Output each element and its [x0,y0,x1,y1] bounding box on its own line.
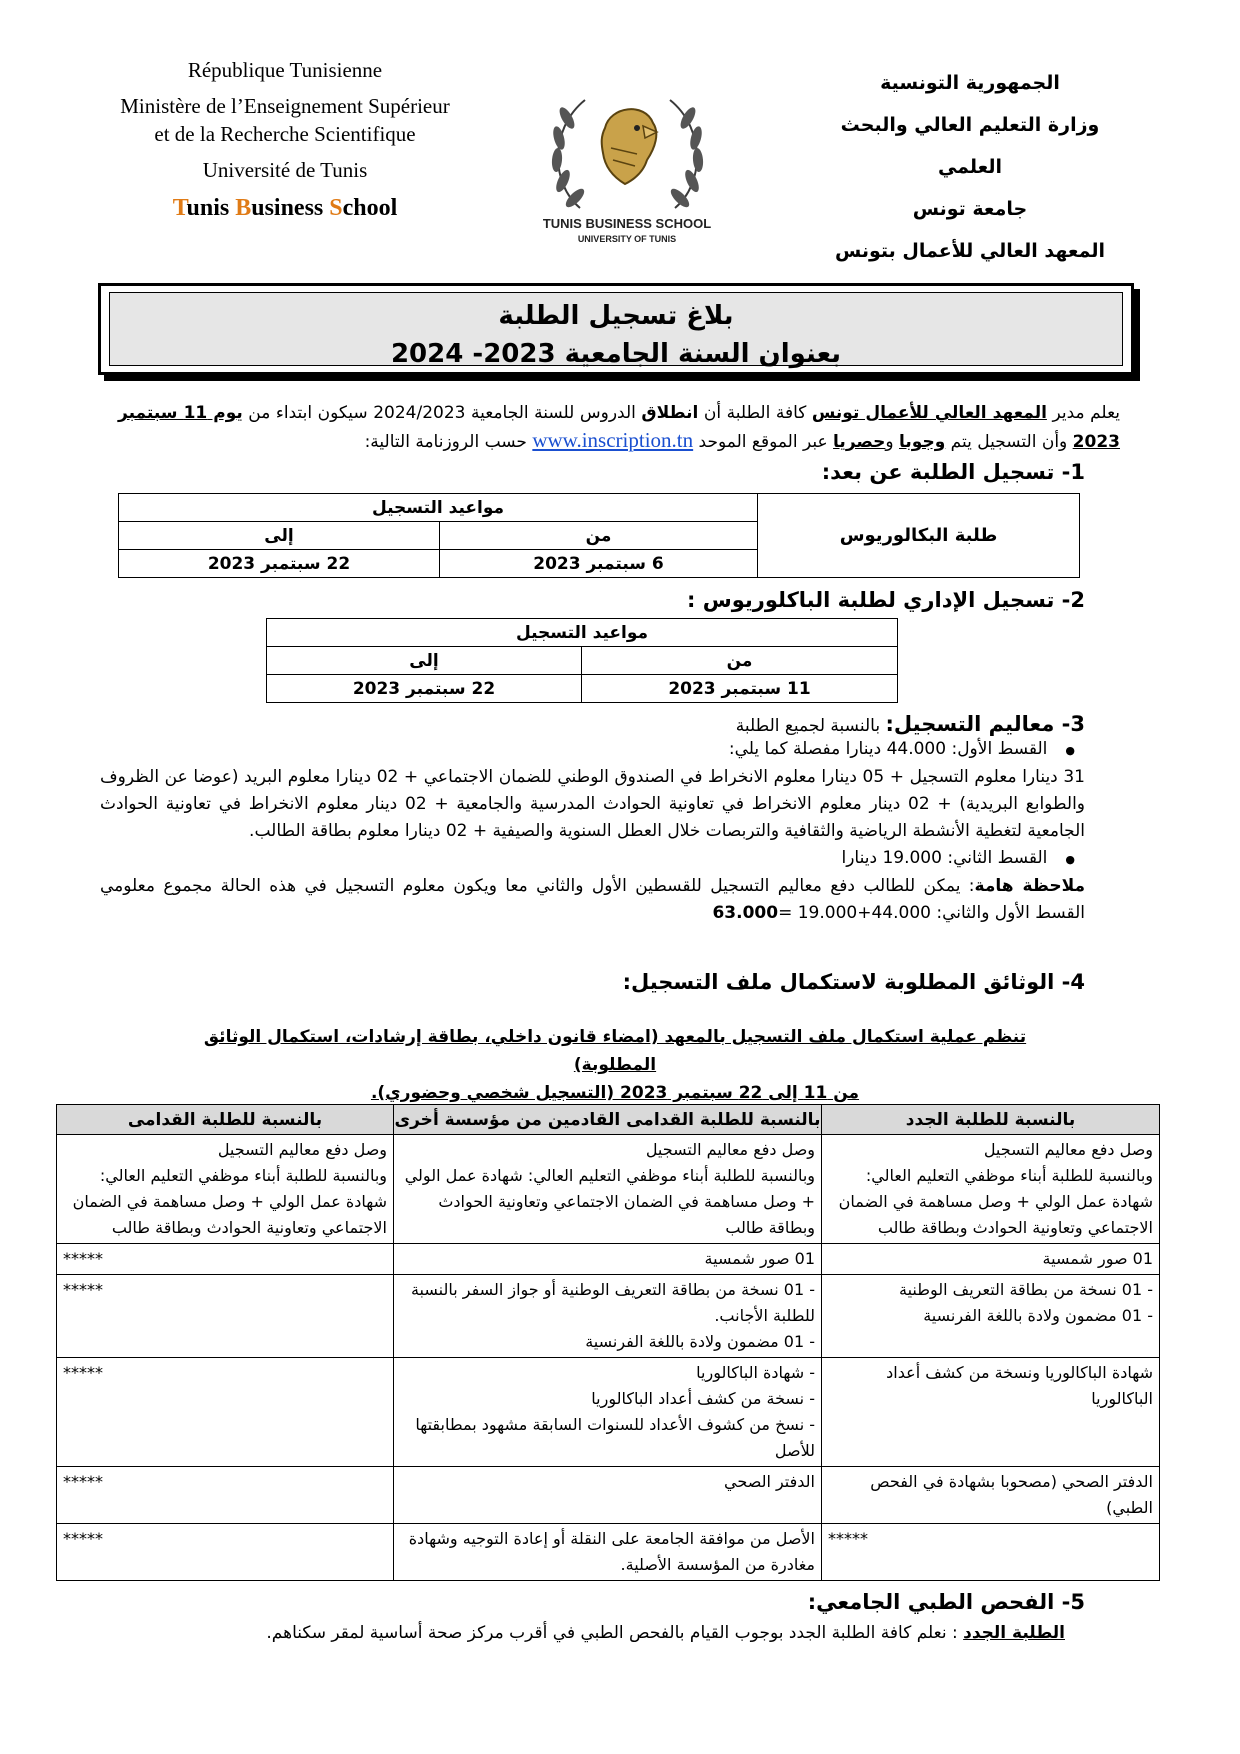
intro-exclusive: حصريا [833,432,886,452]
documents-cell-old: ***** [57,1524,394,1581]
logo-text-2: UNIVERSITY OF TUNIS [577,234,677,244]
intro-mandatory: وجوبا [899,432,946,452]
section1-title: 1- تسجيل الطلبة عن بعد: [821,460,1085,484]
header-right-ministry: وزارة التعليم العالي والبحث العلمي [840,114,1100,178]
section3-note-text: : يمكن للطالب دفع معاليم التسجيل للقسطين الأول والثاني معا ويكون معلوم التسجيل في هذه الحالة مجموع معلومي القسط الأول والثاني: 44.000+19.000 = [100,876,1085,923]
section3-note [100,873,1085,927]
school-logo [525,88,730,248]
section4-notice-line-1: تنظم عملية استكمال ملف التسجيل بالمعهد (امضاء قانون داخلي، بطاقة إرشادات، استكمال الوثائق المطلوبة) [203,1027,1027,1075]
documents-cell-transfer: وصل دفع معاليم التسجيل وبالنسبة للطلبة أبناء موظفي التعليم العالي: شهادة عمل الولي + وصل مساهمة في الضمان الاجتماعي وتعاونية الحوادث وبطاقة طالب [394,1135,822,1244]
section2-to-date: 22 سبتمبر 2023 [267,675,582,703]
documents-header-transfer: بالنسبة للطلبة القدامى القادمين من مؤسسة أخرى [394,1105,822,1135]
school-name [95,194,475,222]
school-initial-s: S [329,195,343,221]
section1-from-label: من [440,522,758,550]
documents-cell-transfer: الدفتر الصحي [394,1467,822,1524]
section4-notice [180,1023,1050,1107]
section2-table [266,618,898,703]
documents-cell-old: وصل دفع معاليم التسجيل وبالنسبة للطلبة أبناء موظفي التعليم العالي: شهادة عمل الولي + وصل مساهمة في الضمان الاجتماعي وتعاونية الحوادث وبطاقة طالب [57,1135,394,1244]
intro-paragraph [118,400,1120,456]
documents-row [57,1244,1160,1275]
header-left-ministry: Ministère de l’Enseignement Supérieur [120,94,450,118]
documents-cell-old: ***** [57,1275,394,1358]
header-right-institute: المعهد العالي للأعمال بتونس [834,240,1106,262]
section3-details: 31 دينارا معلوم التسجيل + 05 دينارا معلوم الانخراط في الصندوق الوطني للضمان الاجتماعي + 02 دينارا معلوم البريد (عوضا عن الظروف والطوابع البريدية) + 02 دينار معلوم الانخراط في تعاونية الحوادث المدرسية والجامعية + 02 دينار معلوم الانخراط في تعاونية الحوادث الجامعية لتغطية الأنشطة الرياضية والثقافية والتربصات خلال العطل السنوية والصيفية + 02 دينارا معلوم بطاقة الطالب. [100,767,1086,841]
documents-table [56,1104,1160,1581]
section2-title: 2- تسجيل الإداري لطلبة الباكلوريوس : [687,588,1085,612]
section4-title: 4- الوثائق المطلوبة لاستكمال ملف التسجيل: [622,970,1085,994]
header-left [95,56,475,222]
documents-header-new: بالنسبة للطلبة الجدد [822,1105,1160,1135]
section5-label: الطلبة الجدد [963,1623,1065,1643]
header-right-university: جامعة تونس [912,198,1028,220]
documents-row [57,1275,1160,1358]
title-line-2: بعنوان السنة الجامعية 2023- 2024 [390,339,842,369]
header-right [810,62,1130,272]
section3 [100,712,1086,927]
documents-cell-new: - 01 نسخة من بطاقة التعريف الوطنية - 01 مضمون ولادة باللغة الفرنسية [822,1275,1160,1358]
documents-header-old: بالنسبة للطلبة القدامى [57,1105,394,1135]
section2-header: مواعيد التسجيل [267,619,898,647]
documents-cell-transfer: 01 صور شمسية [394,1244,822,1275]
title-line-1: بلاغ تسجيل الطلبة [498,301,734,331]
section1-header: مواعيد التسجيل [119,494,758,522]
documents-cell-transfer: - 01 نسخة من بطاقة التعريف الوطنية أو جواز السفر بالنسبة للطلبة الأجانب. - 01 مضمون ولادة باللغة الفرنسية [394,1275,822,1358]
section2-from-label: من [582,647,898,675]
eagle-laurel-icon [525,88,730,248]
documents-cell-new: ***** [822,1524,1160,1581]
title-box [98,283,1134,375]
section3-bullet-1-text: القسط الأول: 44.000 دينارا مفصلة كما يلي: [728,739,1048,759]
header-left-university: Université de Tunis [202,158,368,182]
section4-notice-line-2: من 11 إلى 22 سبتمبر 2023 (التسجيل شخصي وحضوري). [370,1083,860,1103]
intro-text: الدروس للسنة الجامعية 2024/2023 سيكون ابتداء من [242,403,642,423]
section3-bullet-2-text: القسط الثاني: 19.000 دينارا [841,848,1048,868]
section5-title: 5- الفحص الطبي الجامعي: [807,1590,1085,1614]
documents-row [57,1467,1160,1524]
documents-cell-new: وصل دفع معاليم التسجيل وبالنسبة للطلبة أبناء موظفي التعليم العالي: شهادة عمل الولي + وصل مساهمة في الضمان الاجتماعي وتعاونية الحوادث وبطاقة طالب [822,1135,1160,1244]
school-initial-t: T [172,195,187,221]
documents-cell-old: ***** [57,1358,394,1467]
section2-to-label: إلى [267,647,582,675]
section5-body: : نعلم كافة الطلبة الجدد بوجوب القيام بالفحص الطبي في أقرب مركز صحة أساسية لمقر سكناهم. [266,1623,964,1643]
section1-from-date: 6 سبتمبر 2023 [440,550,758,578]
intro-text: يعلم مدير [1046,403,1120,423]
section3-note-total: 63.000 [712,903,779,923]
intro-text: وأن التسجيل يتم [945,432,1073,452]
documents-row [57,1524,1160,1581]
intro-start: انطلاق [641,403,699,423]
section3-bullet-1 [118,736,1075,764]
section3-bullet-2 [118,845,1075,873]
school-word-3: chool [342,195,398,221]
section1-to-label: إلى [119,522,440,550]
documents-row [57,1358,1160,1467]
documents-cell-new: الدفتر الصحي (مصحوبا بشهادة في الفحص الطبي) [822,1467,1160,1524]
documents-cell-transfer: الأصل من موافقة الجامعة على النقلة أو إعادة التوجيه وشهادة مغادرة من المؤسسة الأصلية. [394,1524,822,1581]
section3-subtitle: بالنسبة لجميع الطلبة [735,716,886,736]
section2-from-date: 11 سبتمبر 2023 [582,675,898,703]
school-word-1: unis [186,195,236,221]
inscription-link[interactable]: www.inscription.tn [532,428,694,452]
documents-cell-new: شهادة الباكالوريا ونسخة من كشف أعداد الباكالوريا [822,1358,1160,1467]
section5-text [180,1620,1065,1647]
section1-table [118,493,1080,578]
intro-start-date: يوم 11 سبتمبر 2023 [118,403,1120,452]
logo-text-1: TUNIS BUSINESS SCHOOL [542,216,712,231]
documents-cell-new: 01 صور شمسية [822,1244,1160,1275]
section3-title: 3- معاليم التسجيل: [885,712,1085,736]
header-left-country: République Tunisienne [187,58,383,82]
school-word-2: usiness [251,195,330,221]
intro-text: كافة الطلبة أن [698,403,812,423]
intro-institute: المعهد العالي للأعمال تونس [811,403,1047,423]
documents-cell-old: ***** [57,1467,394,1524]
school-initial-b: B [235,195,252,221]
documents-cell-transfer: - شهادة الباكالوريا - نسخة من كشف أعداد الباكالوريا - نسخ من كشوف الأعداد للسنوات السابقة مشهود بمطابقتها للأصل [394,1358,822,1467]
intro-text: عبر الموقع الموحد [693,432,834,452]
header-right-country: الجمهورية التونسية [880,72,1060,94]
intro-text: و [885,432,900,452]
documents-cell-old: ***** [57,1244,394,1275]
section1-row-label: طلبة البكالوريوس [758,494,1080,578]
header-left-ministry-2: et de la Recherche Scientifique [154,122,416,146]
documents-row [57,1135,1160,1244]
section3-note-label: ملاحظة هامة [974,876,1085,896]
intro-text: حسب الروزنامة التالية: [364,432,533,452]
section1-to-date: 22 سبتمبر 2023 [119,550,440,578]
